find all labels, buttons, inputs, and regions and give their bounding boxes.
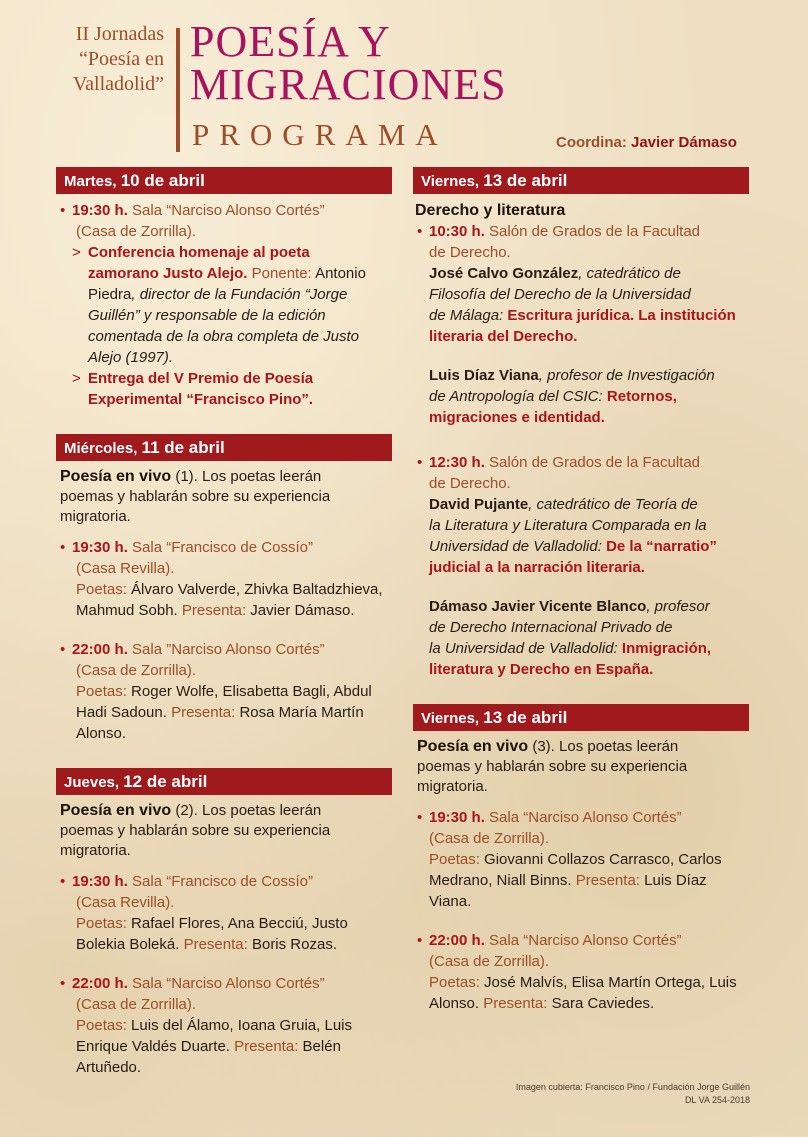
presenta-name: Alonso. <box>76 725 127 742</box>
subtitle-line: II Jornadas <box>75 23 164 45</box>
intro-bold: Poesía en vivo <box>60 802 172 819</box>
event-place: Sala “Narciso Alonso Cortés” <box>489 932 682 949</box>
event-subtitle <box>52 22 164 97</box>
subtitle-line: Valladolid” <box>72 73 164 95</box>
speaker-name: David Pujante <box>429 496 529 513</box>
intro-text: poemas y hablarán sobre su experiencia <box>60 488 331 505</box>
event-item <box>413 930 749 1014</box>
event-item <box>56 973 392 1078</box>
event-place: de Derecho. <box>429 244 511 261</box>
poetas-names: Enrique Valdés Duarte. <box>76 1038 230 1055</box>
bullet-icon: • <box>417 454 423 471</box>
day-date: 12 de abril <box>123 772 208 791</box>
intro-text: migratoria. <box>60 508 131 525</box>
intro-text: migratoria. <box>60 842 131 859</box>
speaker-description: , catedrático de Teoría de <box>528 496 698 513</box>
day-header-viernes-derecho <box>413 167 749 194</box>
left-column <box>56 167 392 1078</box>
event-place: Salón de Grados de la Facultad <box>489 223 701 240</box>
event-place: Sala ”Narciso Alonso Cortés” <box>132 641 325 658</box>
intro-bold: Poesía en vivo <box>417 738 529 755</box>
event-item <box>56 537 392 621</box>
poetas-names: Rafael Flores, Ana Becciú, Justo <box>131 915 348 932</box>
arrow-icon: > <box>72 244 81 261</box>
day-date: 11 de abril <box>141 438 225 457</box>
event-time: 12:30 h. <box>429 454 485 471</box>
speaker-name: José Calvo González <box>429 265 579 282</box>
event-time: 22:00 h. <box>72 641 128 658</box>
ponente-description: Guillén” y responsable de la edición <box>88 307 326 324</box>
bullet-icon: • <box>60 202 66 219</box>
talk-title: judicial a la narración literaria. <box>429 559 645 576</box>
intro-text: poemas y hablarán sobre su experiencia <box>417 758 688 775</box>
event-place: (Casa de Zorrilla). <box>76 996 197 1013</box>
day-date: 10 de abril <box>120 171 205 190</box>
ponente-name: Antonio <box>315 265 366 282</box>
event-item <box>413 807 749 912</box>
bullet-icon: • <box>417 932 423 949</box>
credits <box>516 1081 750 1107</box>
bullet-icon: • <box>60 873 66 890</box>
presenta-name: Boris Rozas. <box>251 936 337 953</box>
day-weekday: Viernes, <box>421 710 480 727</box>
presenta-label: Presenta: <box>234 1038 299 1055</box>
speaker-description: Universidad de Valladolid: <box>429 538 602 555</box>
day-weekday: Miércoles, <box>64 440 138 457</box>
event-time: 19:30 h. <box>72 873 128 890</box>
speaker-description: la Universidad de Valladolid: <box>429 640 618 657</box>
event-place: Sala “Narciso Alonso Cortés” <box>132 975 325 992</box>
poetas-names: Giovanni Collazos Carrasco, Carlos <box>484 851 722 868</box>
ponente-description: Alejo (1997). <box>88 349 174 366</box>
section-subtitle: Derecho y literatura <box>415 202 566 219</box>
speaker-block <box>413 596 749 680</box>
event-time: 10:30 h. <box>429 223 485 240</box>
event-item <box>56 639 392 744</box>
event-place: (Casa de Zorrilla). <box>76 662 197 679</box>
presenta-name: Luis Díaz <box>644 872 707 889</box>
poetas-names: Roger Wolfe, Elisabetta Bagli, Abdul <box>131 683 372 700</box>
bullet-icon: • <box>417 223 423 240</box>
poetas-names: Luis del Álamo, Ioana Gruia, Luis <box>131 1017 353 1034</box>
activity-item <box>56 368 392 410</box>
day-intro <box>56 801 392 861</box>
activity-title: Entrega del V Premio de Poesía <box>88 370 314 387</box>
intro-text: (1). Los poetas leerán <box>171 468 322 485</box>
speaker-description: de Málaga: <box>429 307 504 324</box>
poetas-names: Hadi Sadoun. <box>76 704 167 721</box>
title-line: MIGRACIONES <box>190 60 507 109</box>
activity-item <box>56 242 392 368</box>
poetas-label: Poetas: <box>76 1017 127 1034</box>
speaker-block <box>413 365 749 428</box>
poetas-label: Poetas: <box>76 581 127 598</box>
day-header-jueves <box>56 768 392 795</box>
event-place: Sala “Francisco de Cossío” <box>132 873 313 890</box>
intro-text: (2). Los poetas leerán <box>171 802 322 819</box>
presenta-name: Viana. <box>429 893 472 910</box>
day-intro <box>56 467 392 527</box>
ponente-description: , director de la Fundación “Jorge <box>131 286 348 303</box>
poetas-names: Alonso. <box>429 995 480 1012</box>
event-place: Salón de Grados de la Facultad <box>489 454 701 471</box>
presenta-label: Presenta: <box>575 872 640 889</box>
bullet-icon: • <box>60 641 66 658</box>
speaker-description: de Antropología del CSIC: <box>429 388 603 405</box>
poetas-names: Álvaro Valverde, Zhivka Baltadzhieva, <box>131 581 383 598</box>
bullet-icon: • <box>417 809 423 826</box>
event-time: 19:30 h. <box>429 809 485 826</box>
event-item <box>56 871 392 955</box>
speaker-description: de Derecho Internacional Privado de <box>429 619 673 636</box>
talk-title: literaria del Derecho. <box>429 328 578 345</box>
presenta-name: Rosa María Martín <box>239 704 364 721</box>
day-date: 13 de abril <box>483 708 568 727</box>
day-weekday: Martes, <box>64 173 117 190</box>
bullet-icon: • <box>60 975 66 992</box>
talk-title: literatura y Derecho en España. <box>429 661 654 678</box>
event-time: 19:30 h. <box>72 202 128 219</box>
header <box>0 0 808 165</box>
poetas-names: Bolekia Boleká. <box>76 936 180 953</box>
activity-title: Conferencia homenaje al poeta <box>88 244 310 261</box>
poetas-label: Poetas: <box>76 915 127 932</box>
presenta-name: Javier Dámaso. <box>250 602 355 619</box>
day-date: 13 de abril <box>483 171 568 190</box>
presenta-label: Presenta: <box>181 602 247 619</box>
header-divider <box>176 28 180 152</box>
presenta-label: Presenta: <box>483 995 548 1012</box>
speaker-name: Dámaso Javier Vicente Blanco <box>429 598 647 615</box>
event-place: (Casa de Zorrilla). <box>429 830 550 847</box>
arrow-icon: > <box>72 370 81 387</box>
day-header-viernes-poesia <box>413 704 749 731</box>
poetas-label: Poetas: <box>76 683 127 700</box>
ponente-label: Ponente: <box>251 265 312 282</box>
image-credit: Imagen cubierta: Francisco Pino / Fundación Jorge Guillén <box>515 1082 750 1092</box>
event-place: de Derecho. <box>429 475 511 492</box>
intro-text: (3). Los poetas leerán <box>528 738 679 755</box>
poetas-names: Medrano, Niall Binns. <box>429 872 572 889</box>
poetas-names: José Malvís, Elisa Martín Ortega, Luis <box>484 974 737 991</box>
programa-heading: PROGRAMA <box>192 117 448 152</box>
day-weekday: Viernes, <box>421 173 480 190</box>
ponente-description: comentada de la obra completa de Justo <box>88 328 360 345</box>
speaker-description: , profesor <box>646 598 710 615</box>
talk-title: Retornos, <box>606 388 677 405</box>
speaker-description: Filosofía del Derecho de la Universidad <box>429 286 691 303</box>
speaker-description: la Literatura y Literatura Comparada en la <box>429 517 707 534</box>
presenta-label: Presenta: <box>183 936 248 953</box>
intro-bold: Poesía en vivo <box>60 468 172 485</box>
event-time: 22:00 h. <box>72 975 128 992</box>
event-item <box>413 452 749 578</box>
ponente-name: Piedra <box>88 286 132 303</box>
coordinator-label: Coordina: <box>556 134 627 151</box>
presenta-name: Belén <box>302 1038 341 1055</box>
intro-text: poemas y hablarán sobre su experiencia <box>60 822 331 839</box>
talk-title: Escritura jurídica. La institución <box>507 307 736 324</box>
day-weekday: Jueves, <box>64 774 120 791</box>
intro-text: migratoria. <box>417 778 488 795</box>
event-time: 19:30 h. <box>72 539 128 556</box>
event-place: Sala “Narciso Alonso Cortés” <box>489 809 682 826</box>
activity-title: zamorano Justo Alejo. <box>88 265 248 282</box>
legal-deposit: DL VA 254-2018 <box>684 1095 750 1105</box>
poetas-label: Poetas: <box>429 851 480 868</box>
presenta-name: Sara Caviedes. <box>551 995 655 1012</box>
day-intro <box>413 737 749 797</box>
event-place: Sala “Francisco de Cossío” <box>132 539 313 556</box>
poetas-names: Mahmud Sobh. <box>76 602 178 619</box>
day-header-miercoles <box>56 434 392 461</box>
event-item <box>413 221 749 347</box>
talk-title: De la “narratio” <box>606 538 717 555</box>
event-place: (Casa Revilla). <box>76 894 175 911</box>
talk-title: Inmigración, <box>621 640 712 657</box>
presenta-name: Artuñedo. <box>76 1059 142 1076</box>
title-line: POESÍA Y <box>190 17 391 66</box>
coordinator <box>556 134 737 151</box>
talk-title: migraciones e identidad. <box>429 409 605 426</box>
page-title <box>190 17 507 109</box>
speaker-name: Luis Díaz Viana <box>429 367 539 384</box>
presenta-label: Presenta: <box>171 704 236 721</box>
coordinator-name: Javier Dámaso <box>631 134 737 151</box>
event-place: (Casa Revilla). <box>76 560 175 577</box>
bullet-icon: • <box>60 539 66 556</box>
event-place: (Casa de Zorrilla). <box>429 953 550 970</box>
right-column <box>413 167 749 1014</box>
event-item <box>56 200 392 242</box>
speaker-description: , catedrático de <box>578 265 681 282</box>
poetas-label: Poetas: <box>429 974 480 991</box>
day-header-martes <box>56 167 392 194</box>
activity-title: Experimental “Francisco Pino”. <box>88 391 314 408</box>
event-time: 22:00 h. <box>429 932 485 949</box>
event-place: Sala “Narciso Alonso Cortés” <box>132 202 325 219</box>
speaker-description: , profesor de Investigación <box>538 367 715 384</box>
subtitle-line: “Poesía en <box>79 48 164 70</box>
event-place: (Casa de Zorrilla). <box>76 223 197 240</box>
